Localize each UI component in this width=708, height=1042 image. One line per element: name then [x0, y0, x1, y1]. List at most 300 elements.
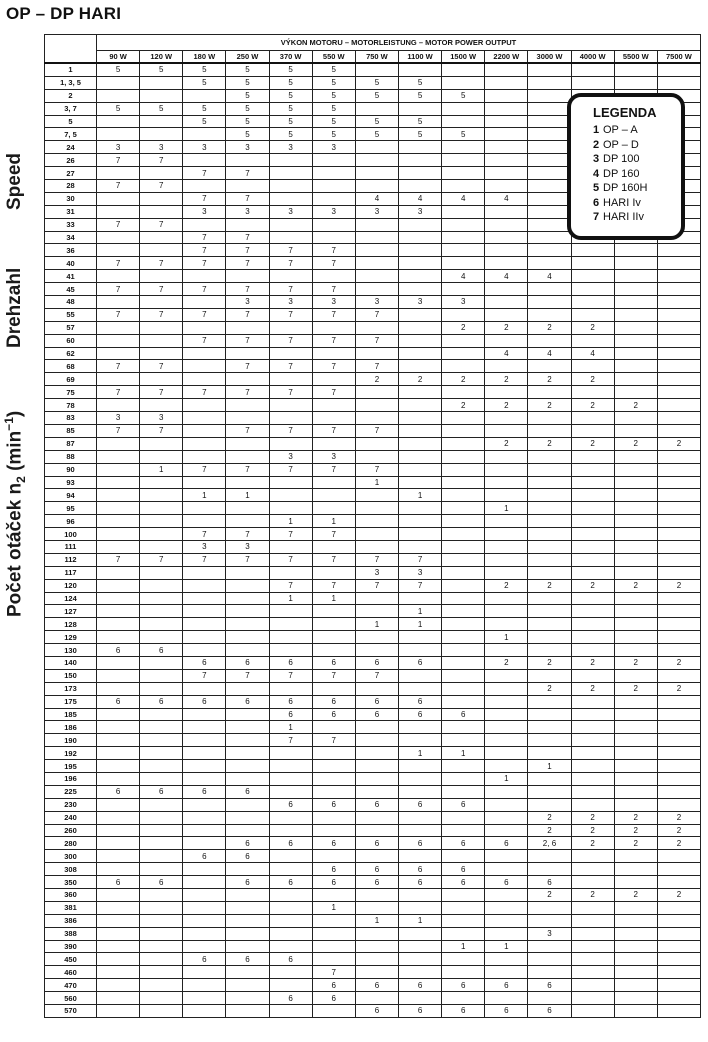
power-header-cell: 3000 W: [528, 51, 571, 64]
table-cell: [442, 283, 485, 296]
table-cell: 6: [183, 656, 226, 669]
table-cell: [398, 424, 441, 437]
table-cell: [140, 296, 183, 309]
table-cell: [97, 605, 140, 618]
table-cell: 7: [97, 180, 140, 193]
table-cell: 1: [312, 901, 355, 914]
speed-label-cell: 120: [45, 579, 97, 592]
table-row: [45, 927, 701, 940]
page-title: OP – DP HARI: [6, 4, 122, 23]
table-cell: [571, 927, 614, 940]
table-cell: 2: [485, 437, 528, 450]
table-cell: 6: [97, 644, 140, 657]
table-cell: 6: [269, 798, 312, 811]
table-cell: 7: [312, 360, 355, 373]
table-cell: [355, 644, 398, 657]
table-cell: [442, 386, 485, 399]
legend-list: [593, 123, 681, 225]
table-cell: 6: [97, 785, 140, 798]
speed-label-cell: 55: [45, 308, 97, 321]
table-cell: [442, 360, 485, 373]
table-cell: [657, 631, 700, 644]
table-cell: 6: [442, 1005, 485, 1018]
table-cell: [614, 798, 657, 811]
table-cell: [571, 798, 614, 811]
table-cell: [528, 669, 571, 682]
table-cell: [657, 450, 700, 463]
table-cell: [442, 180, 485, 193]
table-cell: 2: [657, 682, 700, 695]
table-cell: [614, 424, 657, 437]
table-cell: [355, 437, 398, 450]
table-cell: [614, 695, 657, 708]
table-row: [45, 876, 701, 889]
table-cell: 2: [528, 373, 571, 386]
speed-label-cell: 470: [45, 979, 97, 992]
table-cell: [657, 515, 700, 528]
table-cell: [485, 412, 528, 425]
table-cell: [398, 63, 441, 76]
table-cell: [97, 914, 140, 927]
table-cell: 6: [226, 953, 269, 966]
table-cell: [269, 979, 312, 992]
table-cell: 1: [355, 476, 398, 489]
speed-label-cell: 1: [45, 63, 97, 76]
table-cell: [657, 927, 700, 940]
table-cell: 1: [485, 631, 528, 644]
table-cell: [140, 927, 183, 940]
speed-label-cell: 78: [45, 399, 97, 412]
table-cell: [312, 824, 355, 837]
table-cell: 2: [571, 373, 614, 386]
legend-item-label: HARI IIv: [603, 211, 644, 223]
table-cell: [528, 424, 571, 437]
table-cell: [571, 308, 614, 321]
table-cell: 7: [312, 734, 355, 747]
table-cell: [528, 708, 571, 721]
table-cell: [614, 244, 657, 257]
table-cell: 7: [97, 386, 140, 399]
table-cell: [183, 296, 226, 309]
table-cell: 2: [485, 579, 528, 592]
table-row: [45, 76, 701, 89]
table-cell: 2: [571, 399, 614, 412]
table-cell: [312, 347, 355, 360]
table-row: [45, 889, 701, 902]
table-cell: [485, 914, 528, 927]
table-cell: [355, 540, 398, 553]
table-row: [45, 863, 701, 876]
side-label-pocet-sub: 2: [14, 476, 29, 483]
table-cell: [140, 889, 183, 902]
table-cell: [485, 476, 528, 489]
speed-label-cell: 129: [45, 631, 97, 644]
table-cell: [140, 128, 183, 141]
table-cell: [657, 605, 700, 618]
table-cell: [485, 283, 528, 296]
table-cell: 5: [183, 102, 226, 115]
legend-item-label: DP 160: [603, 167, 640, 180]
table-cell: [140, 656, 183, 669]
table-cell: [442, 476, 485, 489]
speed-label-cell: 2: [45, 89, 97, 102]
speed-label-cell: 240: [45, 811, 97, 824]
table-cell: [97, 811, 140, 824]
table-cell: [571, 553, 614, 566]
table-cell: [97, 450, 140, 463]
table-cell: [398, 257, 441, 270]
speed-label-cell: 350: [45, 876, 97, 889]
speed-label-cell: 31: [45, 205, 97, 218]
speed-label-cell: 69: [45, 373, 97, 386]
table-cell: [571, 257, 614, 270]
table-cell: [140, 244, 183, 257]
table-cell: [528, 128, 571, 141]
table-cell: 7: [355, 334, 398, 347]
table-cell: [528, 940, 571, 953]
table-cell: 1: [312, 515, 355, 528]
table-cell: [398, 334, 441, 347]
table-cell: 2: [571, 811, 614, 824]
table-cell: [269, 811, 312, 824]
speed-label-cell: 88: [45, 450, 97, 463]
table-cell: [140, 592, 183, 605]
table-cell: 7: [226, 669, 269, 682]
table-cell: [528, 566, 571, 579]
table-cell: [226, 412, 269, 425]
table-cell: [355, 231, 398, 244]
table-cell: 3: [226, 205, 269, 218]
table-cell: [442, 244, 485, 257]
speed-label-cell: 150: [45, 669, 97, 682]
table-cell: [269, 605, 312, 618]
table-cell: 6: [398, 863, 441, 876]
speed-label-cell: 280: [45, 837, 97, 850]
table-cell: 3: [269, 205, 312, 218]
table-cell: [485, 747, 528, 760]
table-cell: 6: [226, 656, 269, 669]
table-cell: [398, 540, 441, 553]
table-cell: 6: [355, 979, 398, 992]
table-cell: [398, 437, 441, 450]
table-cell: [442, 76, 485, 89]
table-cell: [140, 489, 183, 502]
table-cell: [226, 154, 269, 167]
power-header-cell: 4000 W: [571, 51, 614, 64]
table-cell: 3: [355, 296, 398, 309]
table-cell: 6: [226, 695, 269, 708]
table-cell: [442, 811, 485, 824]
table-cell: [97, 850, 140, 863]
table-cell: [571, 283, 614, 296]
table-cell: [355, 889, 398, 902]
table-cell: [398, 734, 441, 747]
table-cell: [398, 992, 441, 1005]
table-cell: [528, 772, 571, 785]
table-cell: [183, 1005, 226, 1018]
table-cell: [312, 270, 355, 283]
table-cell: 3: [226, 540, 269, 553]
table-cell: 6: [528, 979, 571, 992]
table-cell: [140, 76, 183, 89]
table-cell: [398, 218, 441, 231]
table-cell: [183, 618, 226, 631]
table-cell: [442, 218, 485, 231]
table-cell: [614, 489, 657, 502]
table-cell: [140, 760, 183, 773]
table-cell: 6: [355, 708, 398, 721]
table-cell: 1: [312, 592, 355, 605]
table-cell: 7: [226, 553, 269, 566]
table-cell: 6: [355, 837, 398, 850]
table-cell: [269, 914, 312, 927]
table-cell: 5: [398, 128, 441, 141]
table-cell: 2: [398, 373, 441, 386]
table-cell: [183, 502, 226, 515]
table-cell: [226, 605, 269, 618]
table-cell: [657, 863, 700, 876]
legend-item-number: 6: [593, 196, 600, 209]
table-cell: 7: [226, 231, 269, 244]
table-cell: [183, 89, 226, 102]
table-cell: [398, 528, 441, 541]
table-cell: 2: [485, 373, 528, 386]
table-cell: [571, 618, 614, 631]
table-cell: [183, 876, 226, 889]
table-cell: [485, 489, 528, 502]
table-cell: 1: [398, 914, 441, 927]
table-cell: [183, 321, 226, 334]
speed-label-cell: 460: [45, 966, 97, 979]
table-cell: [398, 644, 441, 657]
table-row: [45, 296, 701, 309]
table-cell: [355, 399, 398, 412]
table-cell: 3: [226, 296, 269, 309]
table-cell: [571, 876, 614, 889]
speed-label-cell: 173: [45, 682, 97, 695]
table-row: [45, 901, 701, 914]
table-row: [45, 682, 701, 695]
speed-label-cell: 87: [45, 437, 97, 450]
table-cell: [97, 953, 140, 966]
table-cell: [614, 772, 657, 785]
table-cell: [485, 154, 528, 167]
table-cell: [398, 850, 441, 863]
table-cell: [312, 489, 355, 502]
table-cell: [657, 424, 700, 437]
table-cell: [442, 566, 485, 579]
table-cell: [269, 747, 312, 760]
legend-item-label: DP 100: [603, 153, 640, 165]
table-cell: [97, 89, 140, 102]
table-cell: [183, 437, 226, 450]
legend-item: [593, 167, 681, 182]
table-cell: 4: [485, 192, 528, 205]
table-cell: [226, 734, 269, 747]
table-cell: 7: [183, 283, 226, 296]
table-cell: [657, 914, 700, 927]
table-cell: 7: [226, 308, 269, 321]
table-cell: [140, 115, 183, 128]
table-cell: [355, 63, 398, 76]
table-row: [45, 953, 701, 966]
table-cell: [442, 695, 485, 708]
table-cell: [398, 450, 441, 463]
table-cell: 7: [183, 308, 226, 321]
table-cell: [269, 760, 312, 773]
table-cell: 1: [269, 721, 312, 734]
table-cell: 6: [312, 695, 355, 708]
table-cell: [485, 708, 528, 721]
table-cell: 6: [269, 876, 312, 889]
table-cell: [140, 992, 183, 1005]
table-cell: 5: [140, 102, 183, 115]
table-cell: [226, 373, 269, 386]
table-cell: 7: [269, 528, 312, 541]
table-cell: 2: [528, 824, 571, 837]
table-cell: [398, 141, 441, 154]
table-cell: 7: [269, 360, 312, 373]
table-cell: [269, 476, 312, 489]
table-row: [45, 283, 701, 296]
table-cell: [97, 669, 140, 682]
table-row: [45, 566, 701, 579]
table-cell: [485, 760, 528, 773]
table-cell: [183, 901, 226, 914]
table-cell: [269, 631, 312, 644]
table-cell: [312, 1005, 355, 1018]
table-cell: [485, 334, 528, 347]
table-cell: [183, 798, 226, 811]
table-cell: 6: [183, 850, 226, 863]
table-cell: [614, 386, 657, 399]
table-cell: [355, 528, 398, 541]
table-cell: 5: [269, 102, 312, 115]
table-cell: [485, 167, 528, 180]
table-cell: 5: [442, 89, 485, 102]
table-cell: [485, 540, 528, 553]
table-cell: [398, 515, 441, 528]
table-cell: [183, 476, 226, 489]
legend-item-number: 3: [593, 153, 600, 165]
table-cell: [355, 347, 398, 360]
table-cell: 3: [97, 412, 140, 425]
table-cell: [355, 772, 398, 785]
table-cell: [140, 515, 183, 528]
table-cell: [571, 386, 614, 399]
table-cell: 7: [97, 360, 140, 373]
table-cell: 1: [269, 515, 312, 528]
table-cell: [571, 502, 614, 515]
table-cell: [528, 476, 571, 489]
table-cell: [226, 708, 269, 721]
table-cell: [571, 669, 614, 682]
table-cell: 5: [183, 76, 226, 89]
table-cell: [183, 373, 226, 386]
table-cell: 3: [312, 141, 355, 154]
table-cell: [571, 979, 614, 992]
table-cell: [398, 283, 441, 296]
table-cell: [355, 992, 398, 1005]
table-row: [45, 631, 701, 644]
table-cell: [528, 528, 571, 541]
table-cell: 4: [571, 347, 614, 360]
table-cell: 7: [226, 528, 269, 541]
table-row: [45, 708, 701, 721]
legend-item: [593, 123, 681, 138]
table-cell: [226, 940, 269, 953]
table-cell: [97, 115, 140, 128]
table-cell: [226, 927, 269, 940]
table-cell: 2: [614, 437, 657, 450]
table-cell: 5: [355, 115, 398, 128]
table-cell: 2: [355, 373, 398, 386]
table-cell: [485, 669, 528, 682]
table-cell: [485, 244, 528, 257]
table-cell: 2: [614, 837, 657, 850]
table-cell: [398, 889, 441, 902]
table-cell: [571, 992, 614, 1005]
table-cell: [485, 901, 528, 914]
table-cell: 6: [312, 708, 355, 721]
table-cell: [355, 321, 398, 334]
table-cell: [140, 863, 183, 876]
table-cell: [485, 141, 528, 154]
table-cell: [442, 785, 485, 798]
table-cell: [226, 476, 269, 489]
table-cell: [657, 76, 700, 89]
table-cell: [614, 360, 657, 373]
table-cell: [269, 502, 312, 515]
table-cell: 2: [571, 889, 614, 902]
table-row: [45, 979, 701, 992]
table-row: [45, 321, 701, 334]
table-row: [45, 257, 701, 270]
table-cell: [140, 824, 183, 837]
table-cell: 7: [183, 334, 226, 347]
table-cell: 3: [269, 450, 312, 463]
table-cell: [226, 644, 269, 657]
table-cell: [183, 450, 226, 463]
table-cell: [183, 154, 226, 167]
table-cell: [140, 450, 183, 463]
table-cell: 6: [226, 837, 269, 850]
table-cell: 3: [269, 141, 312, 154]
table-cell: [183, 128, 226, 141]
table-cell: [312, 605, 355, 618]
table-cell: [398, 476, 441, 489]
speed-label-cell: 130: [45, 644, 97, 657]
table-cell: [226, 399, 269, 412]
table-cell: [269, 347, 312, 360]
table-cell: [485, 128, 528, 141]
speed-label-cell: 360: [45, 889, 97, 902]
table-cell: [571, 863, 614, 876]
table-cell: [97, 708, 140, 721]
table-cell: [97, 347, 140, 360]
table-cell: [528, 76, 571, 89]
table-cell: 3: [312, 450, 355, 463]
legend-box: [567, 93, 685, 240]
speed-label-cell: 124: [45, 592, 97, 605]
table-cell: [355, 631, 398, 644]
table-cell: 3: [97, 141, 140, 154]
table-cell: [528, 747, 571, 760]
table-cell: [614, 1005, 657, 1018]
legend-item: [593, 138, 681, 153]
table-cell: 7: [140, 386, 183, 399]
table-cell: [355, 489, 398, 502]
